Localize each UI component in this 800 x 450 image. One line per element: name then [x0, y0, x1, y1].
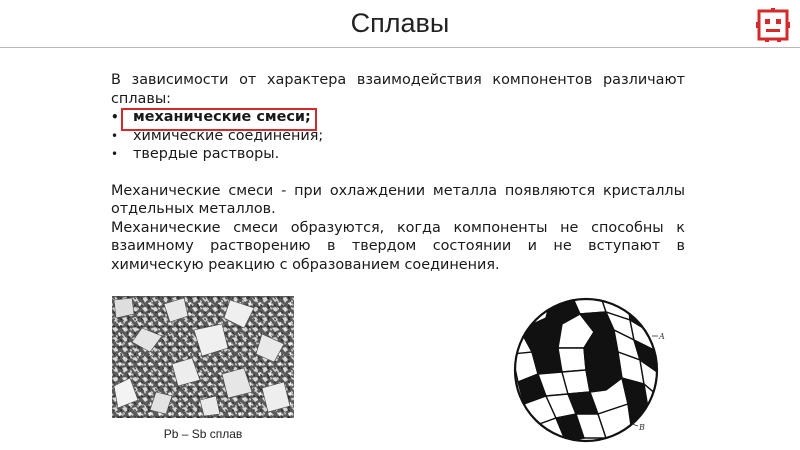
diagram-label-a: A [659, 332, 665, 341]
microstructure-diagram [510, 292, 670, 448]
paragraph-formation: Механические смеси образуются, когда компоненты не способны к взаимному растворению в твердом состоянии и не вступают в химическую реакцию с образованием соединения. [111, 219, 685, 273]
micrograph-caption: Pb – Sb сплав [163, 427, 243, 441]
diagram-label-b: B [639, 423, 645, 432]
robot-logo-icon [756, 8, 790, 42]
pb-sb-micrograph [112, 296, 294, 418]
paragraph-definition: Механические смеси - при охлаждении металла появляются кристаллы отдельных металлов. [111, 182, 685, 217]
list-item-chemical-compounds: • химические соединения; [111, 127, 685, 146]
intro-text: В зависимости от характера взаимодействия компонентов различают сплавы: [111, 72, 685, 107]
title-divider [0, 47, 800, 48]
list-item-mechanical-mixtures: • механические смеси; [111, 108, 685, 127]
slide-body [111, 71, 685, 274]
highlight-box [121, 108, 317, 131]
list-item-solid-solutions: • твердые растворы. [111, 145, 685, 164]
slide-title: Сплавы [350, 8, 450, 38]
